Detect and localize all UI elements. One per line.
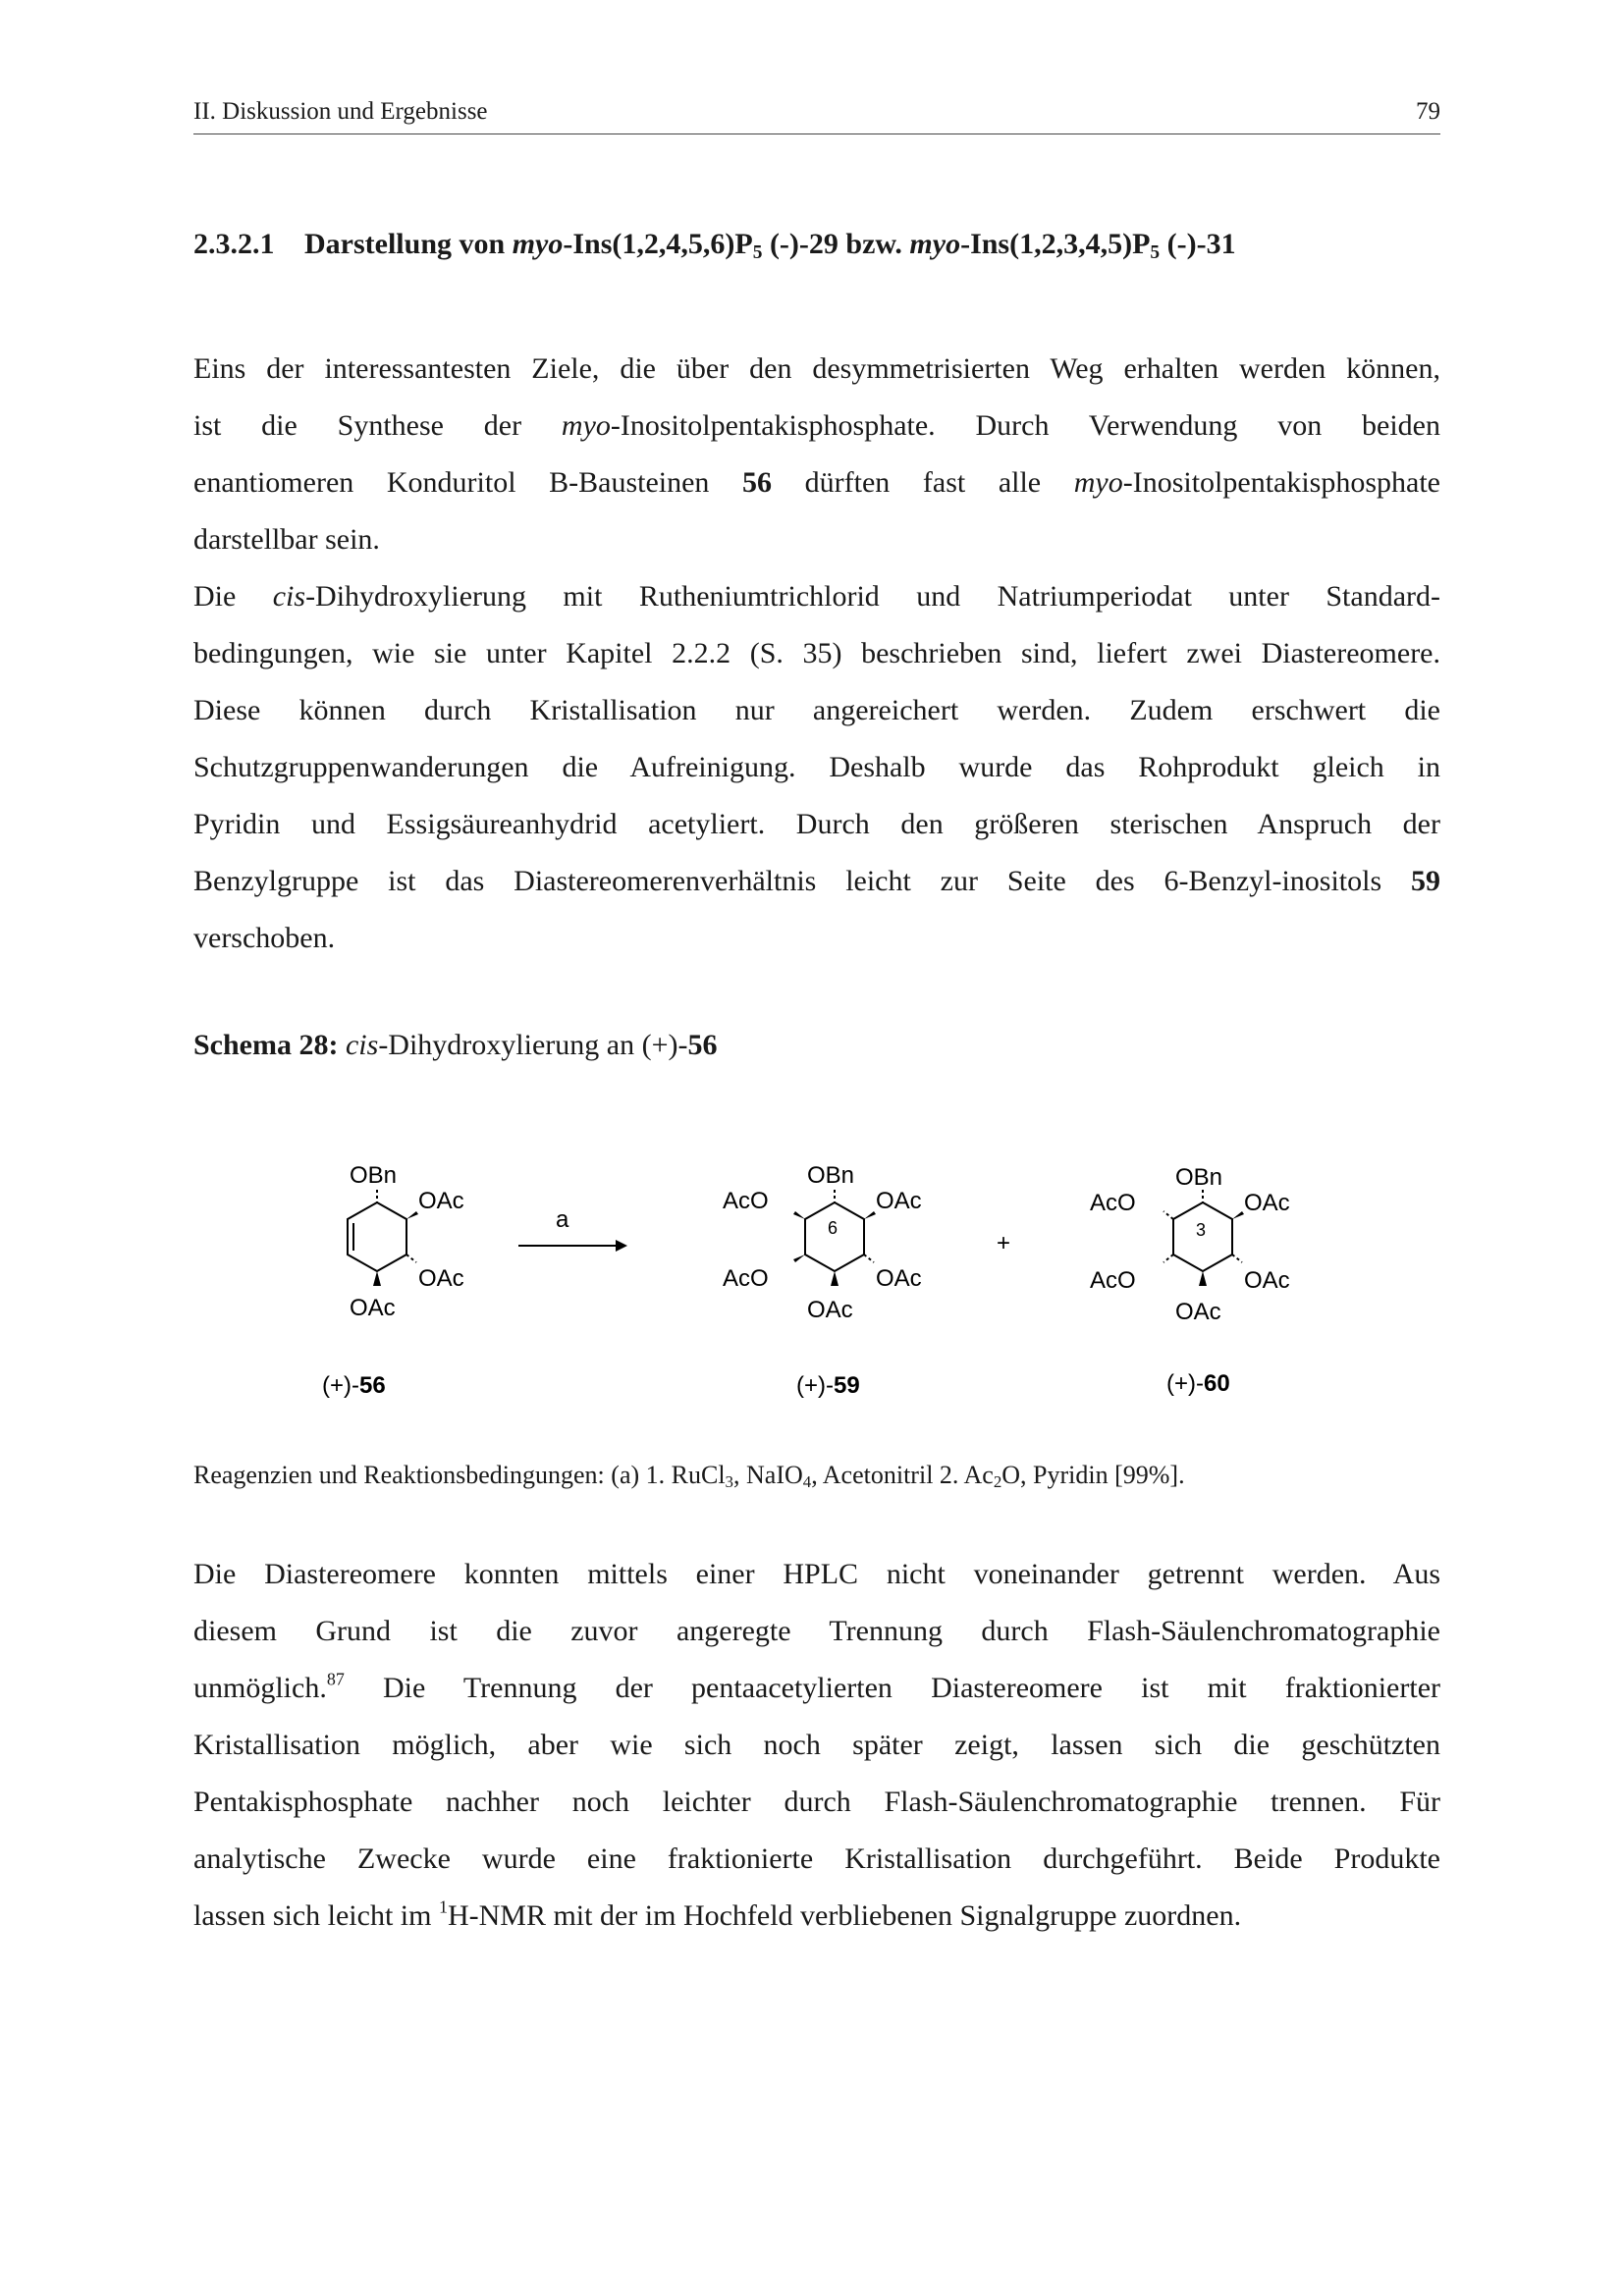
chapter-title: II. Diskussion und Ergebnisse (193, 98, 488, 125)
heading-italic: myo (909, 228, 961, 260)
label-obn: OBn (1175, 1164, 1223, 1191)
wedge-bond (864, 1211, 876, 1219)
heading-text: -Ins(1,2,4,5,6)P (563, 228, 753, 260)
text-line: Pyridin und Essigsäureanhydrid acetyliert. Durch den größeren sterischen Anspruch der (193, 808, 1440, 840)
label-oac: OAc (350, 1295, 396, 1321)
arrow-label: a (556, 1206, 569, 1233)
footnote-ref: 87 (326, 1669, 345, 1689)
section-heading (193, 228, 1236, 261)
text-line: unmöglich.$^{87}$ Die Trennung der pentaacetylierten Diastereomere ist mit fraktionierter (193, 1669, 1440, 1704)
section-number: 2.3.2.1 (193, 228, 275, 260)
paragraph-intro (193, 341, 1440, 967)
running-header (193, 94, 1440, 134)
wedge-bond (373, 1271, 381, 1286)
label-aco: AcO (1090, 1267, 1136, 1294)
wedge-bond (406, 1211, 418, 1219)
text-line: enantiomeren Konduritol B-Bausteinen 56 dürften fast alle myo-Inositolpentakisphosphate (193, 466, 1440, 499)
schema-caption (193, 1029, 717, 1062)
text-line: Benzylgruppe ist das Diastereomerenverhältnis leicht zur Seite des 6-Benzyl-inositols 59 (193, 865, 1440, 897)
label-oac: OAc (418, 1188, 464, 1214)
heading-italic: myo (512, 228, 564, 260)
wedge-bond (831, 1271, 839, 1286)
paragraph-separation (193, 1546, 1440, 1945)
text-line: Schutzgruppenwanderungen die Aufreinigung. Deshalb wurde das Rohprodukt gleich in (193, 751, 1440, 783)
heading-text: Darstellung von (304, 228, 513, 260)
text-line: Kristallisation möglich, aber wie sich noch später zeigt, lassen sich die geschützten (193, 1729, 1440, 1761)
page-number: 79 (1416, 98, 1440, 125)
label-obn: OBn (807, 1162, 855, 1189)
text-line: Die cis-Dihydroxylierung mit Rutheniumtrichlorid und Natriumperiodat unter Standard- (193, 580, 1440, 613)
text-line: Die Diastereomere konnten mittels einer HPLC nicht voneinander getrennt werden. Aus (193, 1558, 1440, 1590)
heading-text: -Ins(1,2,3,4,5)P (960, 228, 1151, 260)
ring-number: 6 (828, 1218, 839, 1238)
plus-sign: + (997, 1230, 1011, 1256)
text-line: lassen sich leicht im $^1$H-NMR mit der im Hochfeld verbliebenen Signalgruppe zuordnen. (193, 1896, 1242, 1932)
label-aco: AcO (1090, 1190, 1136, 1216)
text-line: bedingungen, wie sie unter Kapitel 2.2.2 (S. 35) beschrieben sind, liefert zwei Diastereomere. (193, 637, 1440, 669)
label-oac: OAc (418, 1265, 464, 1292)
label-oac: OAc (1244, 1190, 1290, 1216)
label-aco: AcO (723, 1188, 769, 1214)
label-oac: OAc (807, 1297, 853, 1323)
compound-label-60: (+)-60 (1166, 1370, 1230, 1397)
label-oac: OAc (1244, 1267, 1290, 1294)
label-oac: OAc (876, 1188, 922, 1214)
heading-subscript: 5 (1150, 241, 1161, 263)
heading-text: (-)-31 (1160, 228, 1236, 260)
reaction-conditions: Reagenzien und Reaktionsbedingungen: (a) 1. RuCl$_3$, NaIO$_4$, Acetonitril 2. $Ac_2O$, Pyridin [99%]. (193, 1461, 1185, 1492)
compound-label-56: (+)-56 (322, 1372, 386, 1399)
reaction-scheme (295, 1129, 1375, 1423)
compound-label-59: (+)-59 (796, 1372, 860, 1399)
wedge-bond (1199, 1271, 1207, 1286)
label-oac: OAc (1175, 1299, 1221, 1325)
schema-italic: cis (345, 1029, 379, 1061)
wedge-bond (793, 1211, 805, 1219)
text-line: ist die Synthese der myo-Inositolpentakisphosphate. Durch Verwendung von beiden (193, 409, 1440, 442)
heading-text: (-)-29 bzw. (762, 228, 910, 260)
text-line: Eins der interessantesten Ziele, die über den desymmetrisierten Weg erhalten werden können, (193, 352, 1440, 385)
heading-subscript: 5 (752, 241, 763, 263)
schema-compound: 56 (687, 1029, 718, 1061)
compound-56-structure (348, 1190, 416, 1271)
text-line: darstellbar sein. (193, 523, 380, 556)
label-aco: AcO (723, 1265, 769, 1292)
label-oac: OAc (876, 1265, 922, 1292)
wedge-bond (793, 1255, 805, 1262)
text-line: verschoben. (193, 922, 336, 954)
text-line: analytische Zwecke wurde eine fraktionierte Kristallisation durchgeführt. Beide Produkte (193, 1842, 1440, 1875)
text-line: Diese können durch Kristallisation nur angereichert werden. Zudem erschwert die (193, 694, 1440, 726)
text-line: Pentakisphosphate nachher noch leichter durch Flash-Säulenchromatographie trennen. Für (193, 1786, 1440, 1818)
wedge-bond (1232, 1211, 1244, 1219)
schema-label: Schema 28: (193, 1029, 339, 1061)
schema-text: -Dihydroxylierung an (+)- (378, 1029, 688, 1061)
text-line: diesem Grund ist die zuvor angeregte Trennung durch Flash-Säulenchromatographie (193, 1615, 1440, 1647)
arrow-head (616, 1240, 627, 1252)
ring-number: 3 (1196, 1220, 1207, 1240)
compound-59-structure (805, 1190, 874, 1271)
label-obn: OBn (350, 1162, 398, 1189)
